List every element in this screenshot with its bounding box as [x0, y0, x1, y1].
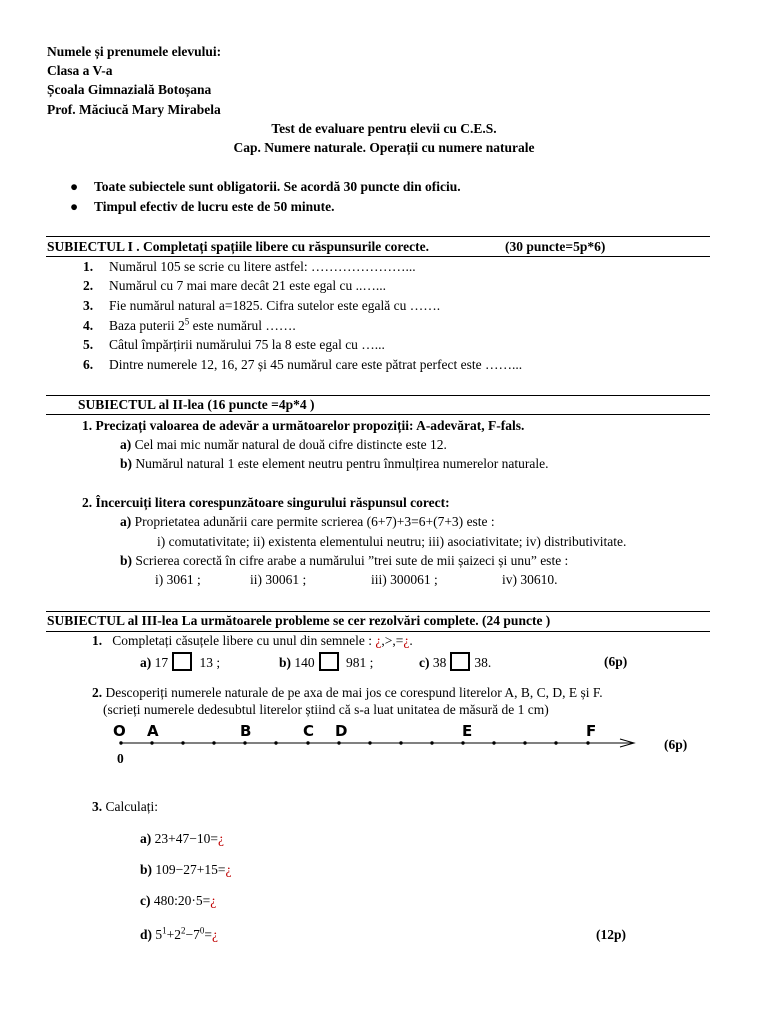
list-item: 5. Câtul împărțirii numărului 75 la 8 este egal cu …... — [83, 337, 385, 352]
comparison-c: c) 38 38. — [419, 652, 491, 672]
answer-box[interactable] — [319, 652, 339, 671]
divider — [46, 236, 710, 237]
test-title: Test de evaluare pentru elevii cu C.E.S. — [271, 121, 497, 136]
question-2-1-b: b) Numărul natural 1 este element neutru pentru înmulțirea numerelor naturale. — [120, 456, 549, 471]
axis-label: A — [147, 722, 159, 740]
points-label: (12p) — [596, 927, 626, 942]
divider — [46, 256, 710, 257]
option-item: iii) 300061 ; — [371, 572, 438, 587]
calc-c: c) 480:20·5=¿ — [140, 893, 217, 908]
question-2-2-a: a) Proprietatea adunării care permite scrierea (6+7)+3=6+(7+3) este : — [120, 514, 495, 529]
teacher-name: Prof. Măciucă Mary Mirabela — [47, 102, 221, 117]
section-2-heading: SUBIECTUL al II-lea (16 puncte =4p*4 ) — [78, 397, 315, 412]
question-2-1: 1. Precizați valoarea de adevăr a următoarelor propoziții: A-adevărat, F-fals. — [82, 418, 525, 433]
option-item: i) 3061 ; — [155, 572, 201, 587]
question-2-2-a-options: i) comutativitate; ii) existenta elementului neutru; iii) asociativitate; iv) distributivitate. — [157, 534, 627, 549]
list-item: 6. Dintre numerele 12, 16, 27 și 45 numărul care este pătrat perfect este ……... — [83, 357, 523, 372]
section-3-heading: SUBIECTUL al III-lea La următoarele probleme se cer rezolvări complete. (24 puncte ) — [47, 613, 551, 628]
list-item: 2. Numărul cu 7 mai mare decât 21 este egal cu ..…... — [83, 278, 387, 293]
rule-item: ● Toate subiectele sunt obligatorii. Se acordă 30 puncte din oficiu. — [70, 179, 461, 194]
axis-label: F — [586, 722, 597, 740]
axis-label: E — [462, 722, 473, 740]
points-label: (6p) — [664, 737, 688, 752]
axis-line — [110, 736, 640, 750]
axis-label: B — [240, 722, 252, 740]
option-item: ii) 30061 ; — [250, 572, 307, 587]
student-name-label: Numele și prenumele elevului: — [47, 44, 222, 59]
question-3-1: 1. Completați căsuțele libere cu unul din semnele : ¿,>,=¿. — [92, 633, 413, 648]
list-item: 3. Fie numărul natural a=1825. Cifra sutelor este egală cu ……. — [83, 298, 441, 313]
points-label: (6p) — [604, 654, 628, 669]
question-3-2: 2. Descoperiți numerele naturale de pe axa de mai jos ce corespund literelor A, B, C, D, E și F. — [92, 685, 603, 700]
axis-label: D — [335, 722, 348, 740]
rule-item: ● Timpul efectiv de lucru este de 50 minute. — [70, 199, 335, 214]
question-2-2: 2. Încercuiți litera corespunzătoare singurului răspunsul corect: — [82, 495, 450, 510]
divider — [46, 414, 710, 415]
comparison-a: a) 17 13 ; — [140, 652, 220, 672]
calc-d: d) $5^1+2^2-7^0=¿$ — [140, 925, 219, 942]
comparison-b: b) 140 981 ; — [279, 652, 373, 672]
question-3-2-note: (scrieți numerele dedesubtul literelor știind că s-a luat unitatea de măsură de 1 cm) — [103, 702, 549, 717]
axis-zero: 0 — [117, 751, 124, 766]
chapter-title: Cap. Numere naturale. Operații cu numere naturale — [233, 140, 535, 155]
calc-b: b) 109−27+15=¿ — [140, 862, 232, 877]
bullet-icon: ● — [70, 199, 79, 214]
answer-box[interactable] — [450, 652, 470, 671]
list-item: 1. Numărul 105 se scrie cu litere astfel: …………………... — [83, 259, 416, 274]
class-label: Clasa a V-a — [47, 63, 113, 78]
axis-label: C — [303, 722, 315, 740]
option-item: iv) 30610. — [502, 572, 558, 587]
question-2-2-b: b) Scrierea corectă în cifre arabe a numărului ”trei sute de mii șaizeci și unu” este : — [120, 553, 569, 568]
calc-a: a) 23+47−10=¿ — [140, 831, 224, 846]
question-3-3: 3. Calculați: — [92, 799, 158, 814]
answer-box[interactable] — [172, 652, 192, 671]
bullet-icon: ● — [70, 179, 79, 194]
section-1-heading: SUBIECTUL I . Completați spațiile libere cu răspunsurile corecte. — [47, 239, 429, 254]
school-name: Școala Gimnazială Botoșana — [47, 82, 212, 97]
list-item: 4. Baza puterii $2^5$ este numărul ……. — [83, 316, 296, 333]
axis-label: O — [113, 722, 126, 740]
question-2-1-a: a) Cel mai mic număr natural de două cifre distincte este 12. — [120, 437, 447, 452]
section-1-points: (30 puncte=5p*6) — [505, 239, 606, 254]
